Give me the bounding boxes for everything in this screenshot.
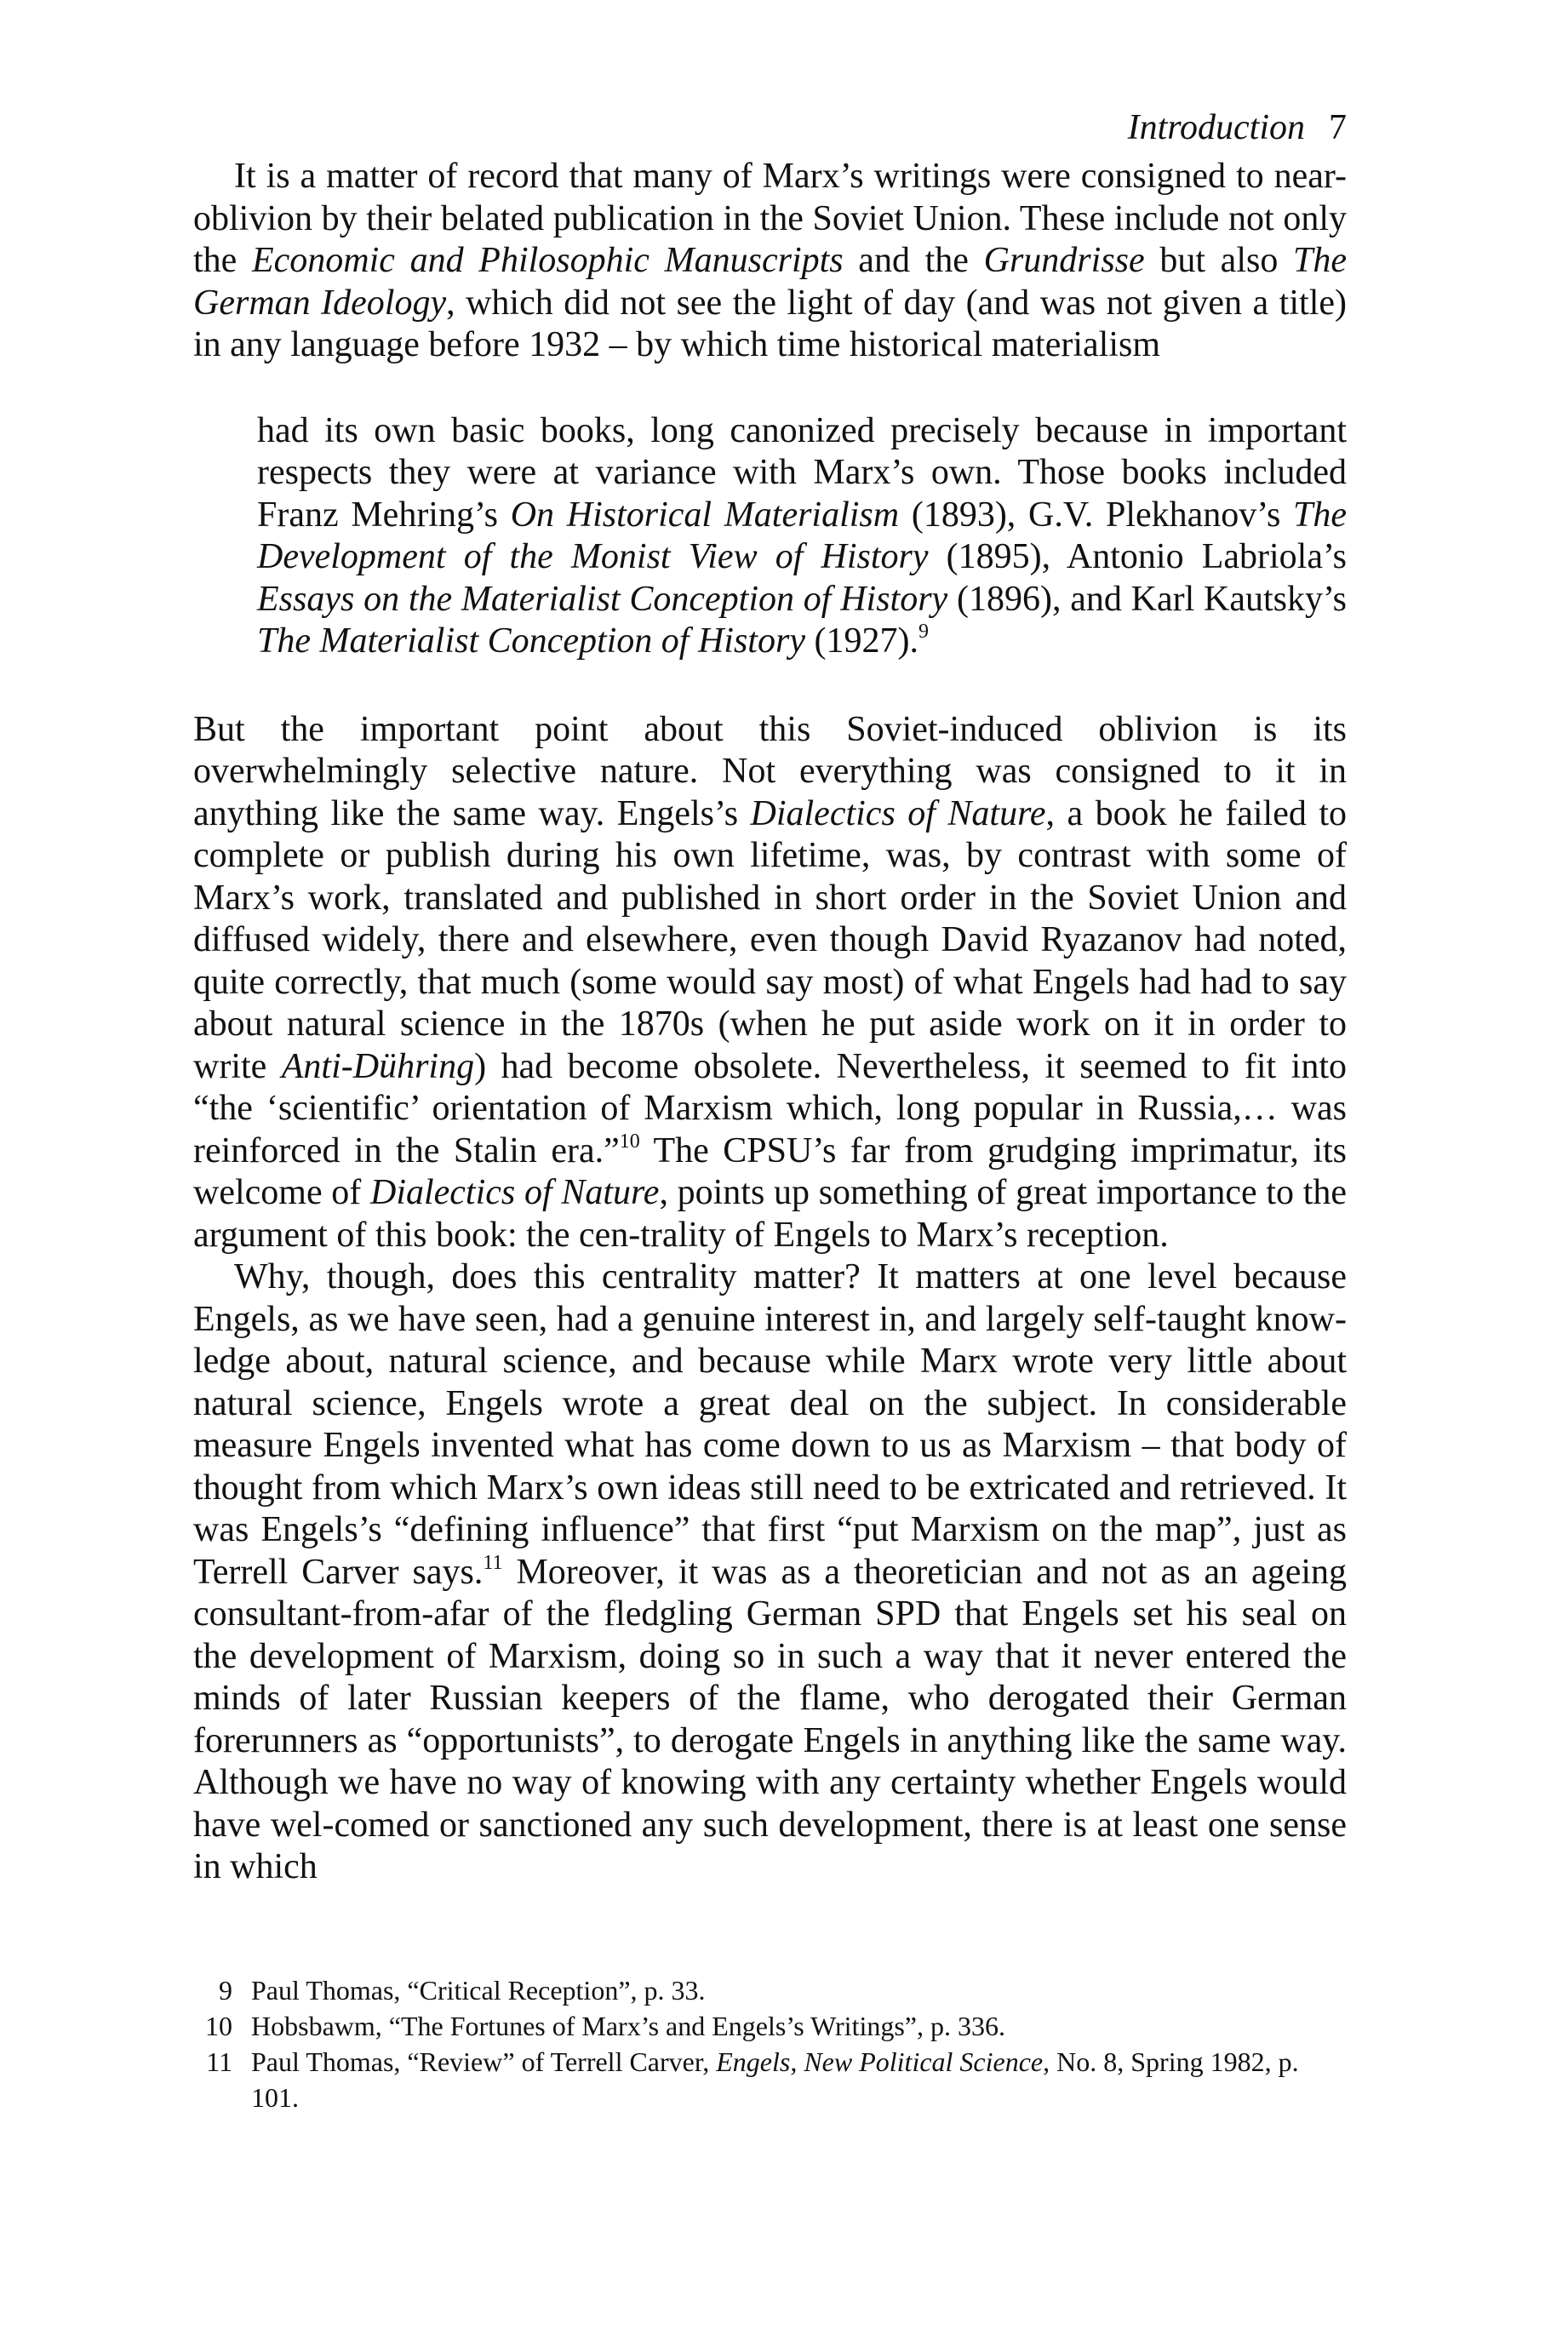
paragraph-3 bbox=[193, 1256, 1347, 1889]
footnote-text-part: Paul Thomas, “Review” of Terrell Carver, bbox=[251, 2046, 717, 2077]
footnote-number: 10 bbox=[205, 2010, 232, 2041]
page-number: 7 bbox=[1329, 108, 1347, 147]
quote-text-2: (1893), G.V. Plekhanov’s bbox=[899, 495, 1293, 535]
paragraph-2-text-1: But the important point about this Soviet-induced oblivion is its overwhelmingly selective nature. Not everything was consigned to it in anything like the same way. Engels’s bbox=[193, 709, 1347, 833]
paragraph-2-text-4: The CPSU’s far from grudging imprimatur, its welcome of bbox=[193, 1130, 1348, 1212]
footnote-text bbox=[251, 2044, 1347, 2115]
title-essays-materialist-conception: Essays on the Materialist Conception of History bbox=[257, 579, 948, 619]
footnote-number: 9 bbox=[219, 1974, 232, 2006]
footnote-ref-10[interactable]: 10 bbox=[619, 1130, 640, 1153]
paragraph-2-text-5: , points up something of great importance to the argument of this book: the cen-trality of Engels to Marx’s reception. bbox=[193, 1173, 1347, 1255]
footnote-9 bbox=[193, 1972, 1347, 2008]
title-on-historical-materialism: On Historical Materialism bbox=[510, 495, 900, 535]
paragraph-1-text-2: and the bbox=[843, 241, 984, 280]
paragraph-2-text-3: ) had become obsolete. Nevertheless, it seemed to fit into “the ‘scientific’ orientation of Marxism which, long popular in Russia,… was reinforced in the Stalin era.” bbox=[193, 1046, 1347, 1170]
chapter-title: Introduction bbox=[1127, 108, 1305, 147]
paragraph-1-text: It is a matter of record that many of Marx’s writings were consigned to near-oblivion by their belated publication in the Soviet Union. These include not only the bbox=[193, 157, 1347, 280]
block-quote bbox=[257, 410, 1347, 663]
title-dialectics-of-nature: Dialectics of Nature bbox=[750, 793, 1046, 833]
book-page bbox=[193, 106, 1347, 2115]
footnote-10 bbox=[193, 2008, 1347, 2044]
footnote-number: 11 bbox=[206, 2046, 232, 2077]
footnote-text: Paul Thomas, “Critical Reception”, p. 33. bbox=[251, 1974, 706, 2006]
title-economic-manuscripts: Economic and Philosophic Manuscripts bbox=[252, 241, 844, 280]
paragraph-2 bbox=[193, 709, 1347, 1257]
paragraph-1 bbox=[193, 156, 1347, 367]
footnote-ref-9[interactable]: 9 bbox=[918, 621, 929, 643]
quote-text-4: (1896), and Karl Kautsky’s bbox=[947, 579, 1348, 619]
footnote-ref-11[interactable]: 11 bbox=[483, 1551, 503, 1574]
title-monist-view: The Development of the Monist View of History bbox=[257, 495, 1347, 576]
quote-text-1: had its own basic books, long canonized precisely because in important respects they were at variance with Marx’s own. Those books included Franz Mehring’s bbox=[257, 410, 1347, 535]
footnote-journal-title: Engels, New Political Science bbox=[716, 2046, 1044, 2077]
running-head bbox=[193, 106, 1347, 156]
title-anti-duhring: Anti-Dühring bbox=[281, 1046, 475, 1086]
footnote-11 bbox=[193, 2044, 1347, 2115]
paragraph-3-text-1: Why, though, does this centrality matter? It matters at one level because Engels, as we have seen, had a genuine interest in, and largely self-taught know-ledge about, natural science, and because while Marx wrote very little about natural science, Engels wrote a great deal on the subject. In considerable measure Engels invented what has come down to us as Marxism – that body of thought from which Marx’s own ideas still need to be extricated and retrieved. It was Engels’s “defining influence” that first “put Marxism on the map”, just as Terrell Carver says. bbox=[193, 1257, 1347, 1592]
title-materialist-conception: The Materialist Conception of History bbox=[257, 621, 805, 661]
paragraph-3-text-2: Moreover, it was as a theoretician and not as an ageing consultant-from-afar of the fledgling German SPD that Engels set his seal on the development of Marxism, doing so in such a way that it never entered the minds of later Russian keepers of the flame, who derogated their German forerunners as “opportunists”, to derogate Engels in anything like the same way. Although we have no way of knowing with any certainty whether Engels would have wel-comed or sanctioned any such development, there is at least one sense in which bbox=[193, 1552, 1348, 1886]
paragraph-1-text-4: , which did not see the light of day (and was not given a title) in any language before 1932 – by which time historical materialism bbox=[193, 283, 1347, 364]
footnote-text-part: , No. 8, Spring 1982, p. 101. bbox=[251, 2046, 1299, 2113]
quote-text-5: (1927). bbox=[804, 621, 918, 661]
paragraph-1-text-3: but also bbox=[1144, 241, 1294, 280]
quote-text-3: (1895), Antonio Labriola’s bbox=[928, 537, 1347, 576]
body-text bbox=[193, 156, 1347, 1889]
paragraph-2-text-2: , a book he failed to complete or publish during his own lifetime, was, by contrast with some of Marx’s work, translated and published in short order in the Soviet Union and diffused widely, there and elsewhere, even though David Ryazanov had noted, quite correctly, that much (some would say most) of what Engels had had to say about natural science in the 1870s (when he put aside work on it in order to write bbox=[193, 793, 1347, 1086]
footnote-text: Hobsbawm, “The Fortunes of Marx’s and Engels’s Writings”, p. 336. bbox=[251, 2010, 1005, 2041]
title-grundrisse: Grundrisse bbox=[983, 241, 1145, 280]
title-dialectics-of-nature-2: Dialectics of Nature bbox=[369, 1173, 660, 1212]
footnotes bbox=[193, 1972, 1347, 2115]
title-german-ideology: The German Ideology bbox=[193, 241, 1348, 323]
